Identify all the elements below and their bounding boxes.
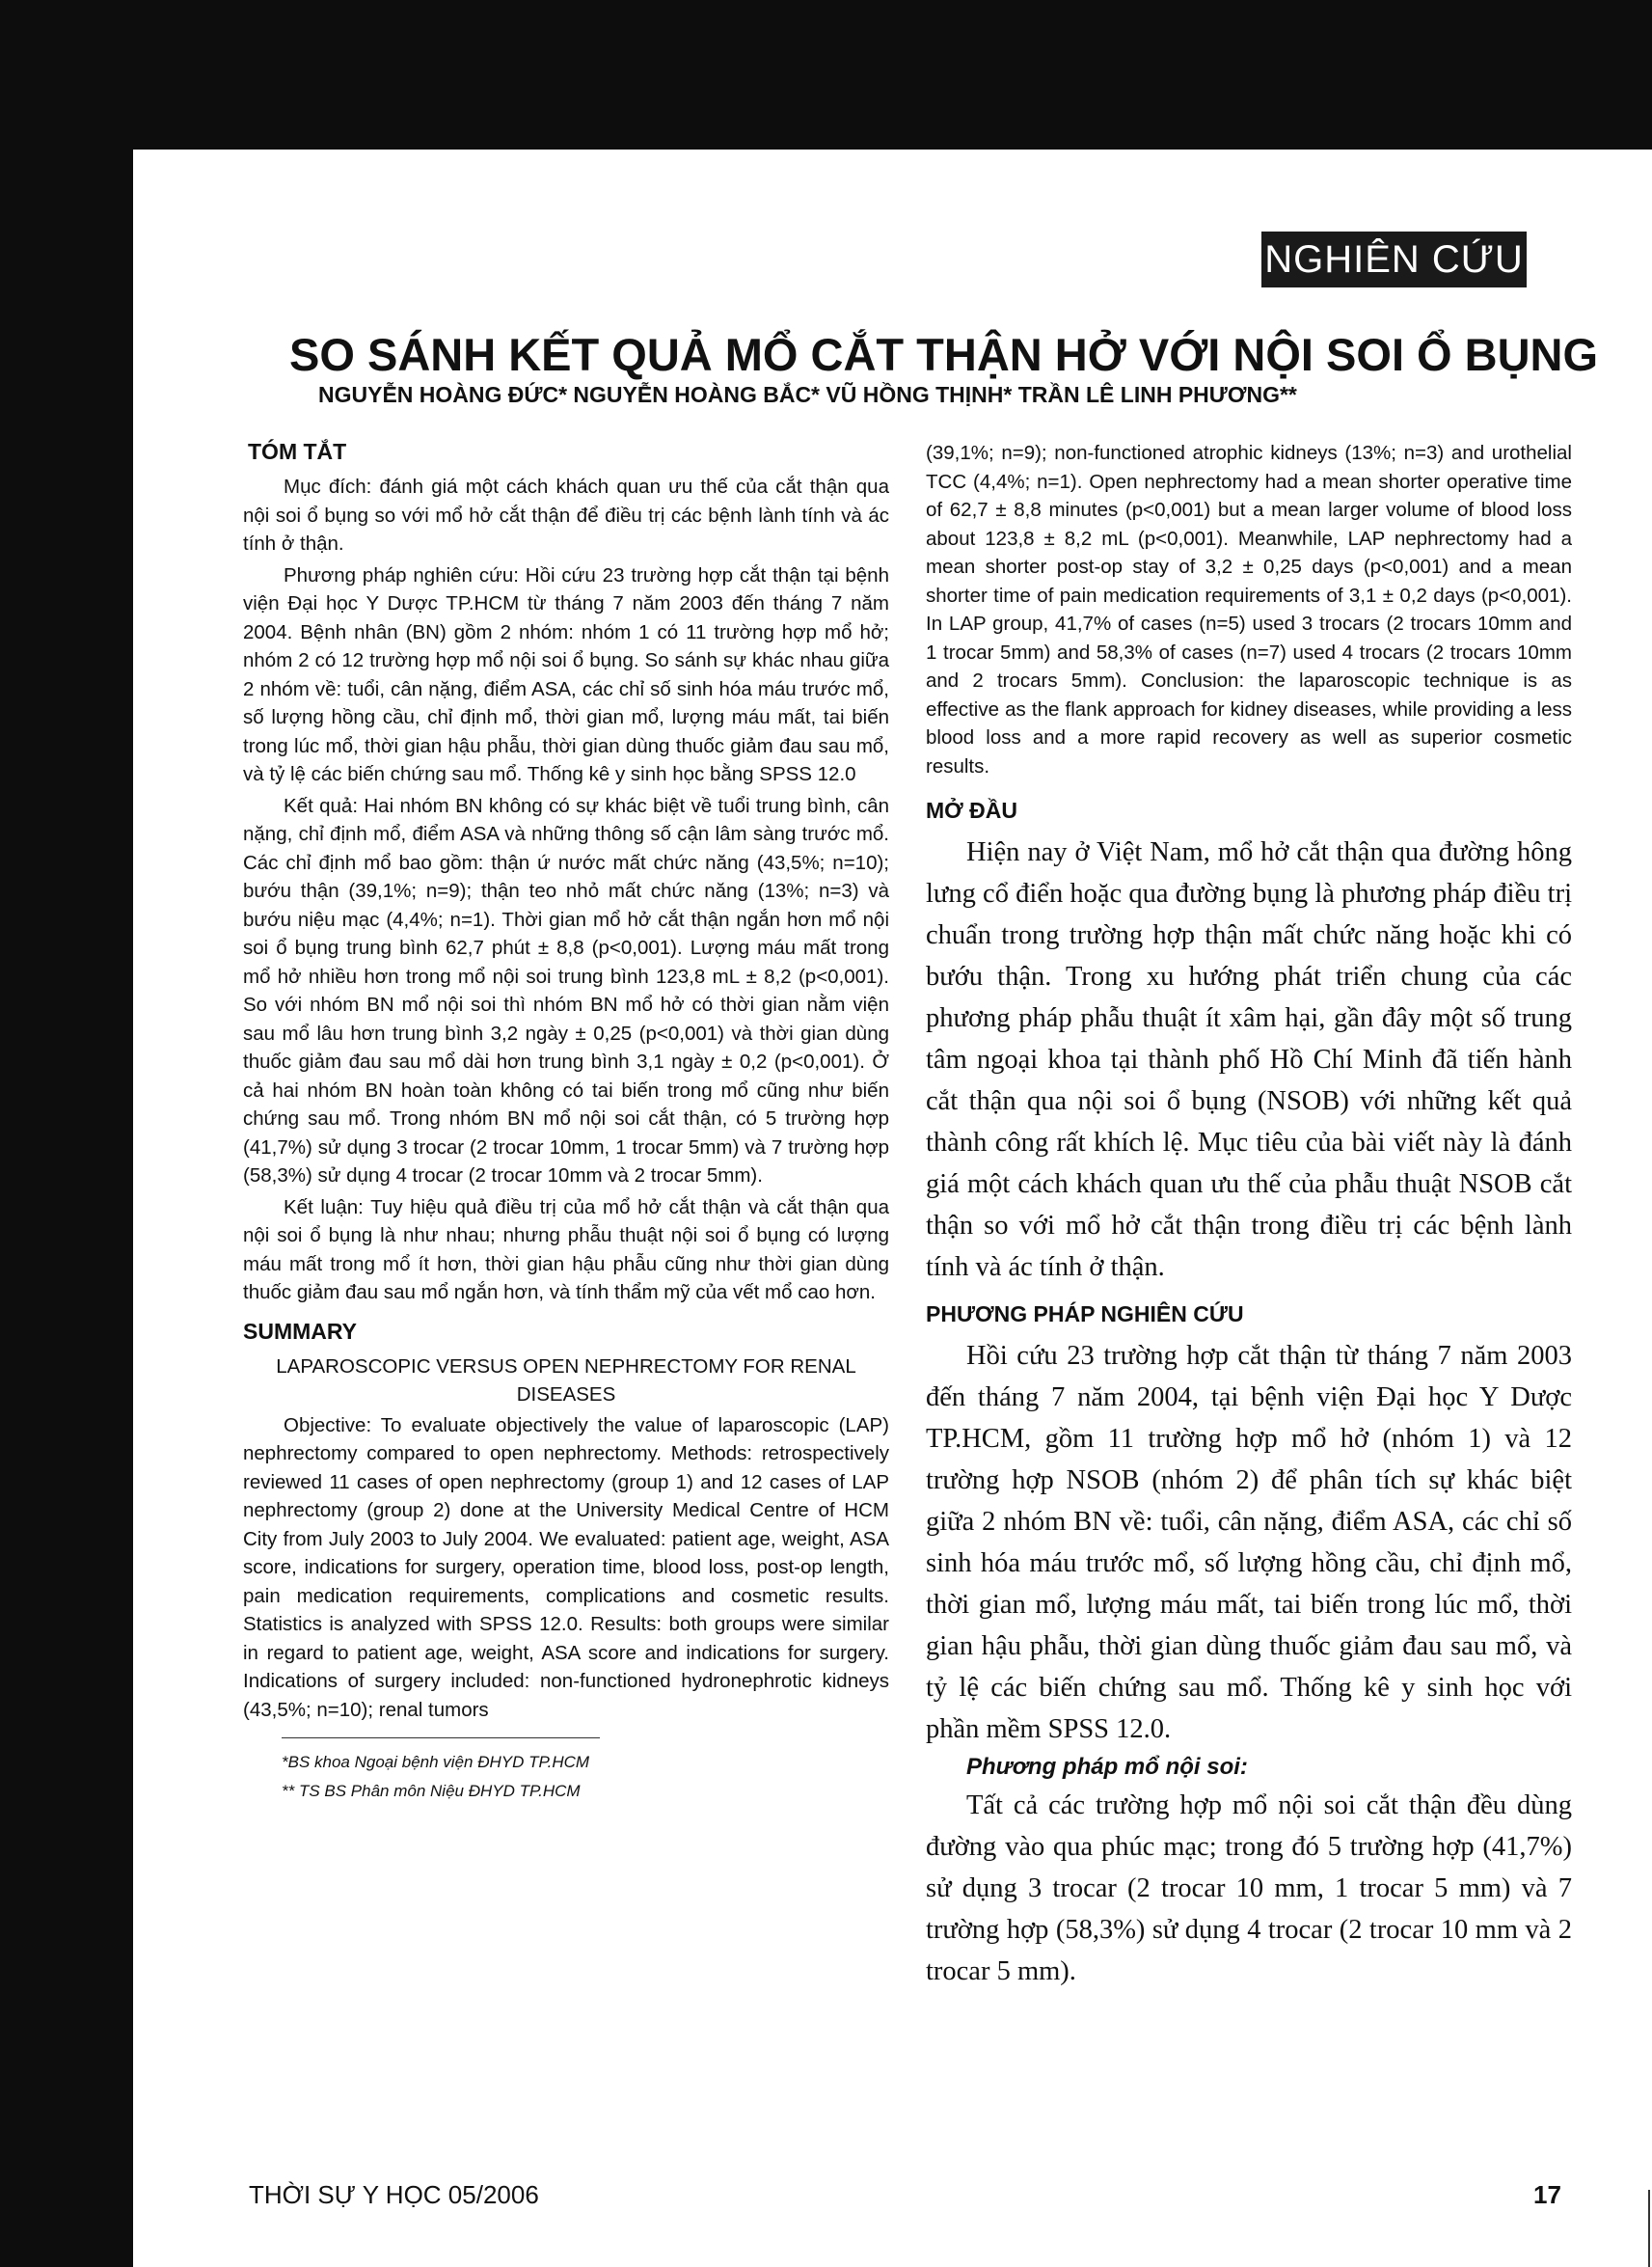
left-column — [243, 439, 889, 1806]
footnote-2: ** TS BS Phân môn Niệu ĐHYD TP.HCM — [282, 1782, 581, 1800]
scan-border-top — [0, 0, 1652, 150]
abstract-methods: Phương pháp nghiên cứu: Hồi cứu 23 trường hợp cắt thận tại bệnh viện Đại học Y Dược TP.HCM từ tháng 7 năm 2003 đến tháng 7 năm 2004. Bệnh nhân (BN) gồm 2 nhóm: nhóm 1 có 11 trường hợp mổ hở; nhóm 2 có 12 trường hợp mổ nội soi ổ bụng. So sánh sự khác nhau giữa 2 nhóm về: tuổi, cân nặng, điểm ASA, các chỉ số sinh hóa máu trước mổ, số lượng hồng cầu, chỉ định mổ, thời gian mổ, lượng máu mất, tai biến trong lúc mổ, thời gian hậu phẫu, thời gian dùng thuốc giảm đau sau mổ, và tỷ lệ các biến chứng sau mổ. Thống kê y sinh học bằng SPSS 12.0 — [243, 563, 889, 785]
footnote-rule — [282, 1737, 600, 1738]
scan-edge-mark — [1648, 2190, 1650, 2267]
methods-paragraph: Hồi cứu 23 trường hợp cắt thận từ tháng 7 năm 2003 đến tháng 7 năm 2004, tại bệnh viện Đại học Y Dược TP.HCM, gồm 11 trường hợp mổ hở (nhóm 1) và 12 trường hợp NSOB (nhóm 2) để phân tích sự khác biệt giữa 2 nhóm BN về: tuổi, cân nặng, điểm ASA, các chỉ số sinh hóa máu trước mổ, số lượng hồng cầu, chỉ định mổ, thời gian mổ, lượng máu mất, tai biến trong lúc mổ, thời gian hậu phẫu, thời gian dùng thuốc giảm đau sau mổ, và tỷ lệ các biến chứng sau mổ. Thống kê y sinh học với phần mềm SPSS 12.0. — [926, 1341, 1572, 1744]
intro-paragraph: Hiện nay ở Việt Nam, mổ hở cắt thận qua đường hông lưng cổ điển hoặc qua đường bụng là phương pháp điều trị chuẩn trong trường hợp thận mất chức năng hoặc khi có bướu thận. Trong xu hướng phát triển chung của các phương pháp phẫu thuật ít xâm hại, gần đây một số trung tâm ngoại khoa tại thành phố Hồ Chí Minh đã tiến hành cắt thận qua nội soi ổ bụng (NSOB) với những kết quả thành công rất khích lệ. Mục tiêu của bài viết này là đánh giá một cách khách quan ưu thế của phẫu thuật NSOB cắt thận so với mổ hở cắt thận trong điều trị các bệnh lành tính và ác tính ở thận. — [926, 837, 1572, 1282]
footnotes — [282, 1748, 889, 1806]
journal-footer: THỜI SỰ Y HỌC 05/2006 — [249, 2180, 539, 2209]
abstract-results: Kết quả: Hai nhóm BN không có sự khác biệt về tuổi trung bình, cân nặng, chỉ định mổ, điểm ASA và những thông số cận lâm sàng trước mổ. Các chỉ định mổ bao gồm: thận ứ nước mất chức năng (43,5%; n=10); bướu thận (39,1%; n=9); thận teo nhỏ mất chức năng (13%; n=3) và bướu niệu mạc (4,4%; n=1). Thời gian mổ hở cắt thận ngắn hơn mổ nội soi ổ bụng trung bình 62,7 phút ± 8,8 (p<0,001). Lượng máu mất trong mổ hở nhiều hơn trong mổ nội soi trung bình 123,8 mL ± 8,2 (p<0,001). So với nhóm BN mổ nội soi thì nhóm BN mổ hở có thời gian nằm viện sau mổ lâu hơn trung bình 3,2 ngày ± 0,25 (p<0,001) và thời gian dùng thuốc giảm đau sau mổ dài hơn trung bình 3,1 ngày ± 0,2 (p<0,001). Ở cả hai nhóm BN hoàn toàn không có tai biến trong mổ cũng như biến chứng sau mổ. Trong nhóm BN mổ nội soi cắt thận, có 5 trường hợp (41,7%) sử dụng 3 trocar (2 trocar 10mm, 1 trocar 5mm) và 7 trường hợp (58,3%) sử dụng 4 trocar (2 trocar 10mm và 2 trocar 5mm). — [243, 794, 889, 1187]
laparoscopy-subheading: Phương pháp mổ nội soi: — [966, 1754, 1248, 1780]
page-number: 17 — [1533, 2180, 1561, 2209]
summary-text: Objective: To evaluate objectively the value of laparoscopic (LAP) nephrectomy compared to open nephrectomy. Methods: retrospectively reviewed 11 cases of open nephrectomy (group 1) and 12 cases of LAP nephrectomy (group 2) done at the University Medical Centre of HCM City from July 2003 to July 2004. We evaluated: patient age, weight, ASA score, indications for surgery, operation time, blood loss, post-op length, pain medication requirements, complications and cosmetic results. Statistics is analyzed with SPSS 12.0. Results: both groups were similar in regard to patient age, weight, ASA score and indications for surgery. Indications of surgery included: non-functioned hydronephrotic kidneys (43,5%; n=10); renal tumors — [243, 1413, 889, 1721]
section-badge: NGHIÊN CỨU — [1261, 232, 1527, 287]
article-title: SO SÁNH KẾT QUẢ MỔ CẮT THẬN HỞ VỚI NỘI SOI Ổ BỤNG — [289, 329, 1599, 380]
methods-heading: PHƯƠNG PHÁP NGHIÊN CỨU — [926, 1301, 1244, 1326]
laparoscopy-paragraph: Tất cả các trường hợp mổ nội soi cắt thận đều dùng đường vào qua phúc mạc; trong đó 5 trường hợp (41,7%) sử dụng 3 trocar (2 trocar 10 mm, 1 trocar 5 mm) và 7 trường hợp (58,3%) sử dụng 4 trocar (2 trocar 10 mm và 2 trocar 5 mm). — [926, 1790, 1572, 1986]
summary-continued: (39,1%; n=9); non-functioned atrophic kidneys (13%; n=3) and urothelial TCC (4,4%; n=1). Open nephrectomy had a mean shorter operative time of 62,7 ± 8,8 minutes (p<0,001) but a mean larger volume of blood loss about 123,8 ± 8,2 mL (p<0,001). Meanwhile, LAP nephrectomy had a mean shorter post-op stay of 3,2 ± 0,25 days (p<0,001) and a mean shorter time of pain medication requirements of 3,1 ± 0,2 days (p<0,001). In LAP group, 41,7% of cases (n=5) used 3 trocars (2 trocars 10mm and 1 trocar 5mm) and 58,3% of cases (n=7) used 4 trocars (2 trocars 10mm and 2 trocars 5mm). Conclusion: the laparoscopic technique is as effective as the flank approach for kidney diseases, while providing a less blood loss and a more rapid recovery as well as superior cosmetic results. — [926, 442, 1572, 778]
article-authors: NGUYỄN HOÀNG ĐỨC* NGUYỄN HOÀNG BẮC* VŨ HỒNG THỊNH* TRẦN LÊ LINH PHƯƠNG** — [318, 382, 1297, 407]
right-column — [926, 439, 1572, 1992]
abstract-objective: Mục đích: đánh giá một cách khách quan ưu thế của cắt thận qua nội soi ổ bụng so với mổ hở cắt thận để điều trị các bệnh lành tính và ác tính ở thận. — [243, 476, 889, 555]
abstract-conclusion: Kết luận: Tuy hiệu quả điều trị của mổ hở cắt thận và cắt thận qua nội soi ổ bụng là như nhau; nhưng phẫu thuật nội soi ổ bụng có lượng máu mất trong mổ ít hơn, thời gian hậu phẫu cũng như thời gian dùng thuốc giảm đau sau mổ ngắn hơn, và tính thẩm mỹ của vết mổ cao hơn. — [243, 1195, 889, 1303]
summary-title: LAPAROSCOPIC VERSUS OPEN NEPHRECTOMY FOR RENAL DISEASES — [276, 1354, 856, 1406]
scan-border-left — [0, 0, 133, 2267]
intro-heading: MỞ ĐẦU — [926, 798, 1017, 823]
summary-heading: SUMMARY — [243, 1318, 357, 1344]
footnote-1: *BS khoa Ngoại bệnh viện ĐHYD TP.HCM — [282, 1753, 590, 1771]
abstract-heading: TÓM TẮT — [248, 439, 347, 464]
